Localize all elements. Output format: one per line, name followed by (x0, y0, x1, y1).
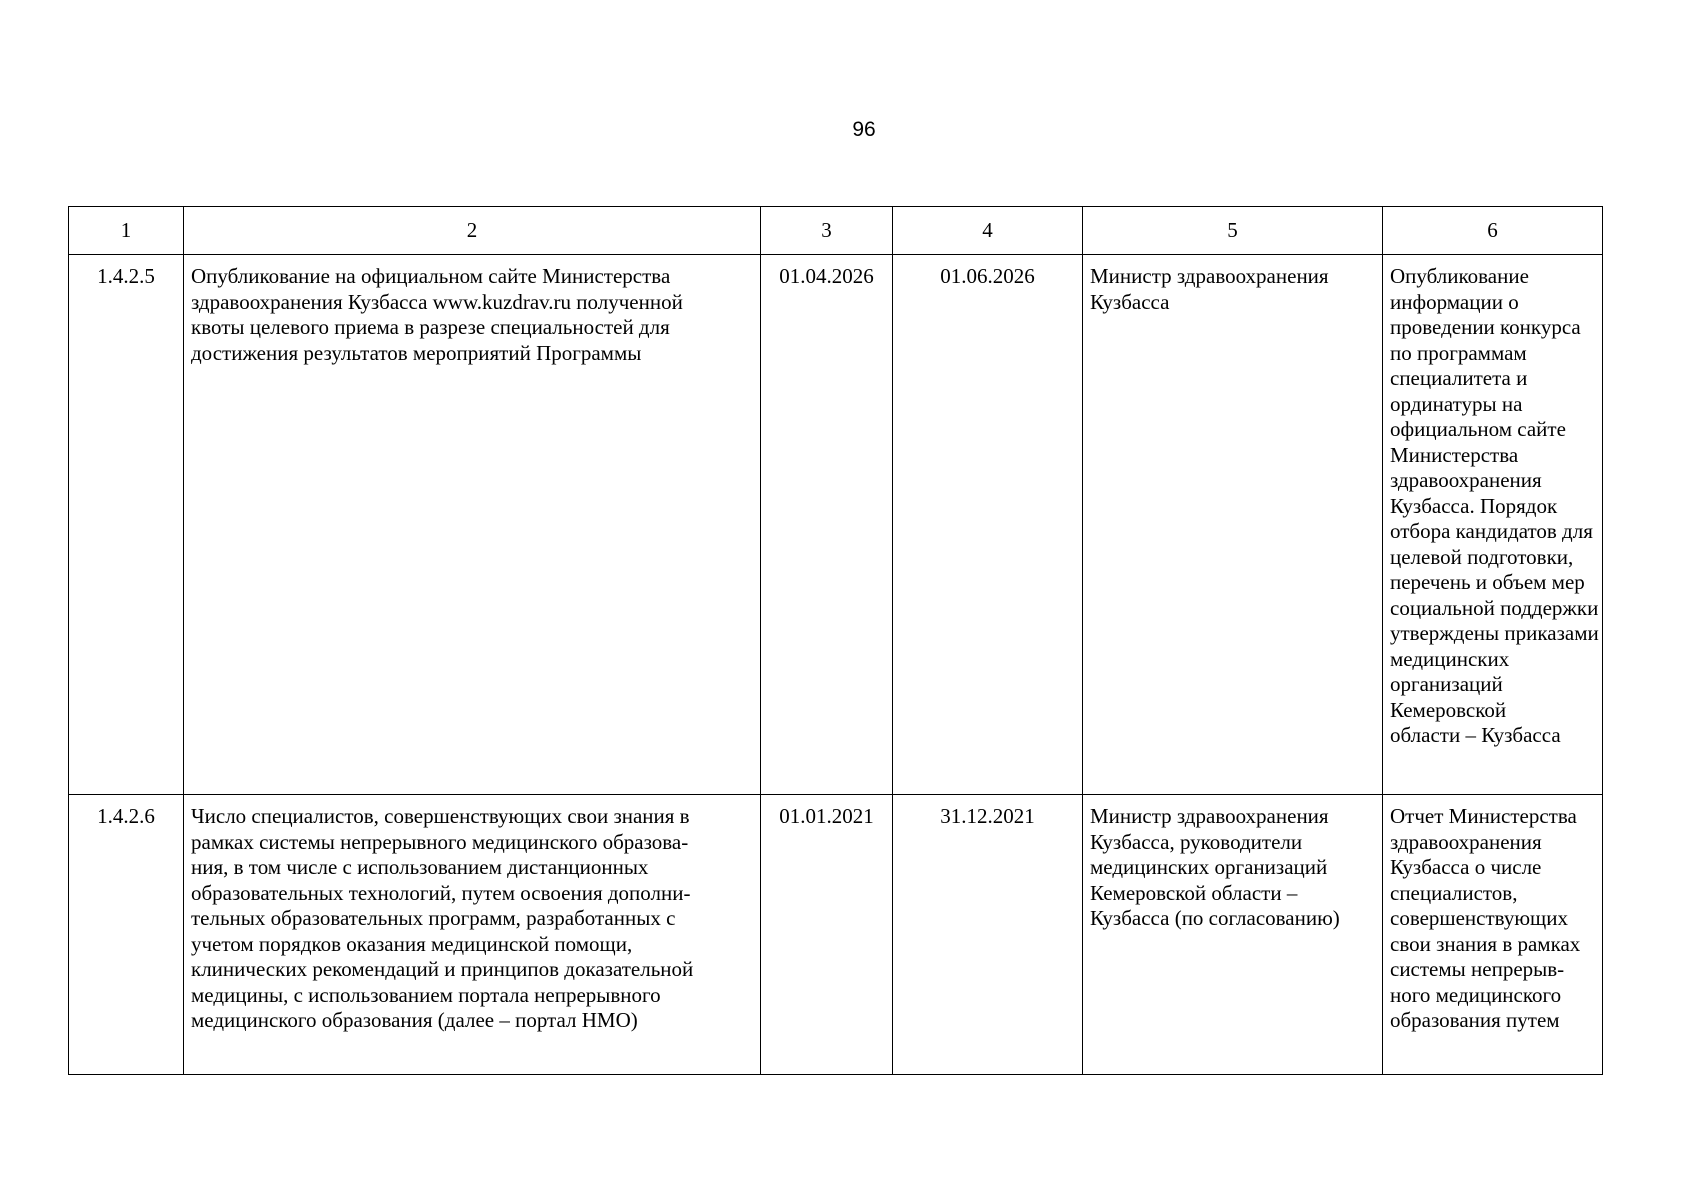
result-line: здравоохранения (1390, 468, 1542, 492)
result-line: официальном сайте (1390, 417, 1566, 441)
result-line: Кемеровской (1390, 697, 1507, 722)
item-number: 1.4.2.5 (69, 255, 184, 795)
description-line: достижения результатов мероприятий Программы (191, 340, 642, 365)
description-line: здравоохранения Кузбасса www.kuzdrav.ru полученной (191, 289, 683, 314)
result-line: Кузбасса. Порядок (1390, 493, 1558, 518)
responsible (1083, 795, 1383, 1075)
table-row (69, 795, 1603, 1075)
responsible-line: Кемеровской области – (1090, 880, 1298, 905)
result-line: Отчет Министерства (1390, 804, 1577, 828)
page-number: 96 (852, 118, 876, 141)
responsible-line: Кузбасса (1090, 289, 1170, 314)
result-line: Опубликование (1390, 264, 1529, 288)
description-line: клинических рекомендаций и принципов доказательной (191, 957, 694, 981)
column-number-header: 2 (184, 207, 761, 255)
responsible (1083, 255, 1383, 795)
description-line: квоты целевого приема в разрезе специальностей для (191, 315, 670, 339)
result-line: специалитета и (1390, 366, 1528, 390)
result-line: ного медицинского (1390, 982, 1562, 1007)
result-line: медицинских (1390, 646, 1510, 671)
responsible-line: Кузбасса, руководители (1090, 829, 1303, 854)
expected-result (1383, 795, 1603, 1075)
responsible-line: Министр здравоохранения (1090, 804, 1329, 828)
description-line: медицинского образования (далее – портал НМО) (191, 1008, 638, 1032)
result-line: Министерства (1390, 442, 1519, 467)
end-date: 31.12.2021 (893, 795, 1083, 1075)
column-number-header: 3 (761, 207, 893, 255)
item-number: 1.4.2.6 (69, 795, 184, 1075)
result-line: Кузбасса о числе (1390, 855, 1542, 879)
column-number-header: 1 (69, 207, 184, 255)
start-date: 01.01.2021 (761, 795, 893, 1075)
result-line: образования путем (1390, 1008, 1560, 1032)
result-line: свои знания в рамках (1390, 931, 1581, 956)
result-line: организаций (1390, 672, 1503, 696)
result-line: перечень и объем мер (1390, 570, 1585, 594)
start-date: 01.04.2026 (761, 255, 893, 795)
result-line: области – Кузбасса (1390, 723, 1561, 747)
responsible-line: Министр здравоохранения (1090, 264, 1329, 288)
responsible-line: медицинских организаций (1090, 855, 1328, 879)
result-line: по программам (1390, 340, 1527, 365)
end-date: 01.06.2026 (893, 255, 1083, 795)
result-line: утверждены приказами (1390, 621, 1599, 645)
column-number-header: 4 (893, 207, 1083, 255)
column-number-header: 5 (1083, 207, 1383, 255)
description-line: учетом порядков оказания медицинской помощи, (191, 931, 633, 956)
description-line: медицины, с использованием портала непрерывного (191, 982, 661, 1007)
result-line: системы непрерыв- (1390, 957, 1565, 981)
result-line: проведении конкурса (1390, 315, 1581, 339)
table-header-row (69, 207, 1603, 255)
item-description (184, 795, 761, 1075)
item-description (184, 255, 761, 795)
result-line: здравоохранения (1390, 829, 1542, 854)
result-line: социальной поддержки (1390, 595, 1599, 620)
responsible-line: Кузбасса (по согласованию) (1090, 906, 1340, 930)
description-line: образовательных технологий, путем освоения дополни- (191, 880, 691, 905)
description-line: Число специалистов, совершенствующих свои знания в (191, 804, 690, 828)
plan-table (68, 206, 1603, 1075)
description-line: ния, в том числе с использованием дистанционных (191, 855, 649, 879)
expected-result (1383, 255, 1603, 795)
table-row (69, 255, 1603, 795)
result-line: ординатуры на (1390, 391, 1523, 416)
description-line: рамках системы непрерывного медицинского образова- (191, 829, 689, 854)
column-number-header: 6 (1383, 207, 1603, 255)
result-line: специалистов, (1390, 880, 1518, 905)
result-line: информации о (1390, 289, 1519, 314)
result-line: совершенствующих (1390, 906, 1568, 930)
result-line: отбора кандидатов для (1390, 519, 1593, 543)
description-line: Опубликование на официальном сайте Министерства (191, 264, 671, 288)
description-line: тельных образовательных программ, разработанных с (191, 906, 676, 930)
result-line: целевой подготовки, (1390, 544, 1574, 569)
